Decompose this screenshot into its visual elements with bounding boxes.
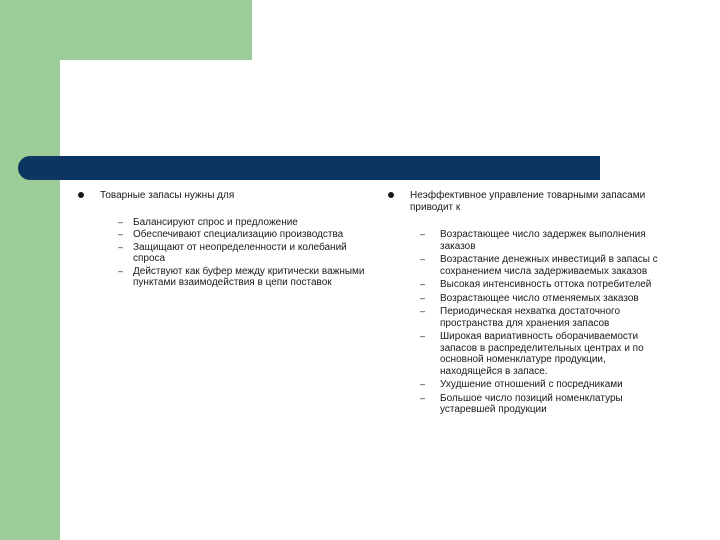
right-heading-row	[388, 190, 668, 213]
right-list	[388, 229, 668, 416]
list-item: – Возрастание денежных инвестиций в запасы с сохранением числа задерживаемых заказов	[420, 254, 658, 277]
bullet-dot-icon	[78, 192, 84, 198]
list-item: – Ухудшение отношений с посредниками	[420, 379, 623, 390]
dash-icon: –	[420, 279, 426, 289]
list-item: – Возрастающее число отменяемых заказов	[420, 292, 639, 304]
dash-icon: –	[420, 331, 426, 341]
dash-icon: –	[118, 229, 124, 239]
dash-icon: –	[420, 306, 426, 316]
list-item: – Возрастающее число задержек выполнения заказов	[420, 229, 646, 252]
dash-icon: –	[420, 292, 426, 303]
list-item: – Действуют как буфер между критически важными пунктами взаимодействия в цепи поставок	[118, 265, 365, 288]
title-bar	[18, 156, 600, 180]
list-item: – Широкая вариативность оборачиваемости запасов в распределительных центрах и по основной номенклатуре продукции, находящейся в запасе.	[420, 331, 644, 377]
dash-icon: –	[118, 216, 124, 227]
list-item: – Балансируют спрос и предложение	[118, 216, 298, 228]
bullet-dot-icon	[388, 192, 394, 198]
decorative-green-left	[0, 0, 60, 540]
list-item: – Большое число позиций номенклатуры устаревшей продукции	[420, 392, 623, 415]
dash-icon: –	[420, 379, 426, 389]
left-heading-row	[78, 190, 368, 202]
dash-icon: –	[420, 392, 426, 403]
left-heading: Товарные запасы нужны для	[100, 190, 235, 201]
left-list	[78, 217, 368, 289]
right-heading: Неэффективное управление товарными запасами приводит к	[410, 190, 646, 213]
list-item: – Высокая интенсивность оттока потребителей	[420, 279, 652, 290]
list-item: – Защищают от неопределенности и колебаний спроса	[118, 241, 347, 264]
right-column	[388, 190, 668, 416]
left-column	[78, 190, 368, 289]
dash-icon: –	[118, 265, 124, 276]
dash-icon: –	[420, 229, 426, 239]
list-item: – Обеспечивают специализацию производства	[118, 229, 344, 240]
dash-icon: –	[118, 241, 124, 252]
dash-icon: –	[420, 254, 426, 264]
list-item: – Периодическая нехватка достаточного пространства для хранения запасов	[420, 306, 620, 329]
